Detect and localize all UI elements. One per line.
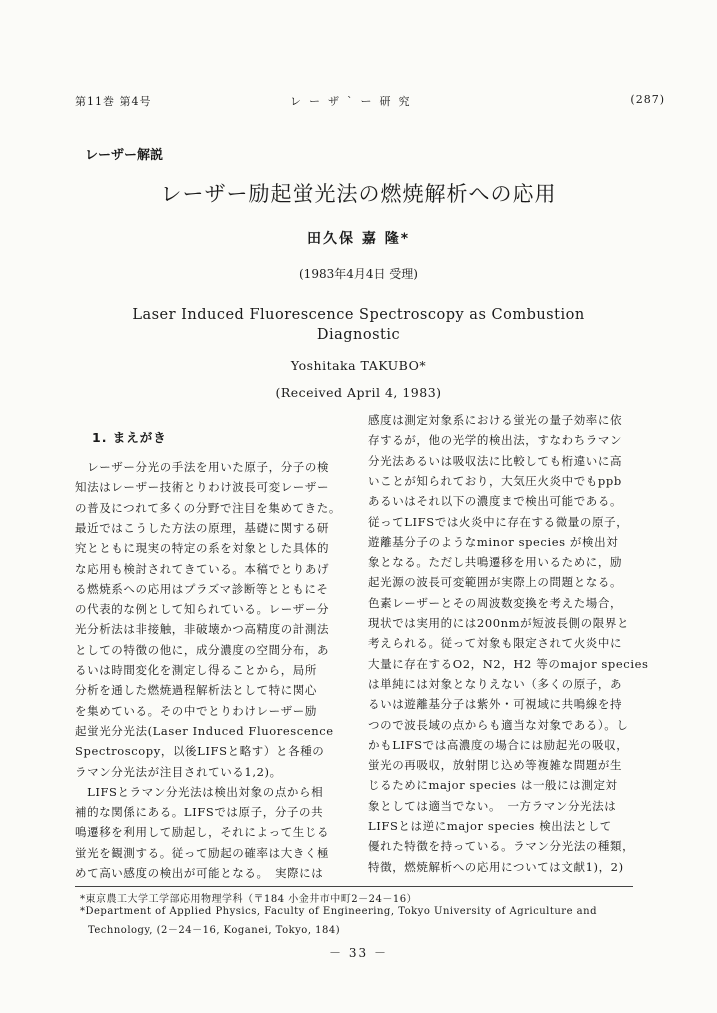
body-line: 大量に存在するO2，N2，H2 等のmajor species bbox=[368, 656, 649, 671]
body-line: いことが知られており，大気圧火炎中でもppb bbox=[368, 473, 622, 488]
body-line: 色素レーザーとその周波数変換を考えた場合， bbox=[368, 595, 623, 610]
body-line: 考えられる。従って対象も限定されて火炎中に bbox=[368, 636, 623, 651]
author-japanese: 田久保 嘉 隆* bbox=[306, 231, 411, 247]
body-line: 象としては適当でない。 一方ラマン分光法は bbox=[368, 798, 617, 813]
body-line: 起蛍光分光法(Laser Induced Fluorescence bbox=[75, 723, 334, 738]
body-line: 知法はレーザー技術とりわけ波長可変レーザー bbox=[75, 480, 330, 495]
body-line: 優れた特徴を持っている。ラマン分光法の種類， bbox=[368, 839, 635, 854]
section-label: レーザー解説 bbox=[85, 148, 164, 163]
body-line: LIFSとは逆にmajor species 検出法として bbox=[368, 819, 612, 833]
body-line: 究とともに現実の特定の系を対象とした具体的 bbox=[75, 541, 330, 556]
journal-name: レーザ`ー研究 bbox=[290, 95, 418, 108]
body-line: 遊離基分子のようなminor species が検出対 bbox=[368, 534, 619, 549]
title-english-line2: Diagnostic bbox=[316, 327, 401, 343]
header-page-number: (287) bbox=[630, 93, 665, 106]
body-line: る燃焼系への応用はプラズマ診断等とともにそ bbox=[75, 581, 329, 596]
body-line: 鳴遷移を利用して励起し，それによって生じる bbox=[75, 825, 330, 840]
body-line: LIFSとラマン分光法は検出対象の点から相 bbox=[75, 784, 324, 799]
title-japanese: レーザー励起蛍光法の燃焼解析への応用 bbox=[160, 182, 557, 206]
body-line: 従ってLIFSでは火炎中に存在する微量の原子， bbox=[368, 514, 629, 529]
body-line: 存するが，他の光学的検出法，すなわちラマン bbox=[368, 433, 623, 448]
body-line: の代表的な例として知られている。レーザー分 bbox=[75, 602, 330, 617]
body-line: 分光法あるいは吸収法に比較しても桁違いに高 bbox=[368, 453, 623, 468]
body-line: るいは時間変化を測定し得ることから，局所 bbox=[75, 663, 317, 677]
body-line: Spectroscopy，以後LIFSと略す）と各種の bbox=[75, 744, 325, 759]
page-number: － 33 － bbox=[329, 946, 388, 960]
body-line: 補的な関係にある。LIFSでは原子，分子の共 bbox=[75, 805, 324, 820]
body-line: かもLIFSでは高濃度の場合には励起光の吸収， bbox=[368, 737, 629, 752]
received-date-japanese: (1983年4月4日 受理) bbox=[299, 267, 418, 281]
body-line: あるいはそれ以下の濃度まで検出可能である。 bbox=[368, 494, 623, 509]
body-line: 特徴，燃焼解析への応用については文献1)，2) bbox=[368, 859, 624, 874]
footnote-affiliation-jp: *東京農工大学工学部応用物理学科（〒184 小金井市中町2－24－16） bbox=[80, 894, 418, 905]
body-line: つので波長域の点からも適当な対象である）。し bbox=[368, 717, 629, 732]
author-english: Yoshitaka TAKUBO* bbox=[290, 358, 427, 373]
body-line: 象となる。ただし共鳴遷移を用いるために，励 bbox=[368, 555, 623, 570]
body-line: ラマン分光法が注目されている1,2)。 bbox=[75, 764, 282, 779]
body-line: 蛍光の再吸収，放射閉じ込め等複雑な問題が生 bbox=[368, 758, 623, 773]
body-line: 感度は測定対象系における蛍光の量子効率に依 bbox=[368, 413, 623, 427]
body-line: 蛍光を観測する。従って励起の確率は大きく極 bbox=[75, 845, 330, 860]
body-line: 最近ではこうした方法の原理，基礎に関する研 bbox=[75, 520, 330, 535]
footnote-affiliation-en: *Department of Applied Physics, Faculty of Engineering, Tokyo University of Agriculture and bbox=[80, 906, 597, 917]
body-line: じるためにmajor species は一般には測定対 bbox=[368, 778, 618, 793]
body-line: めて高い感度の検出が可能となる。 実際には bbox=[75, 866, 324, 880]
body-line: るいは遊離基分子は紫外・可視域に共鳴線を持 bbox=[368, 697, 623, 712]
body-line: 光分析法は非接触，非破壊かつ高精度の計測法 bbox=[75, 622, 330, 637]
body-line: 起光源の波長可変範囲が実際上の問題となる。 bbox=[368, 575, 623, 590]
body-line: レーザー分光の手法を用いた原子，分子の検 bbox=[75, 460, 330, 474]
body-line: は単純には対象となりえない（多くの原子，あ bbox=[368, 676, 623, 691]
body-line: の普及につれて多くの分野で注目を集めてきた。 bbox=[75, 500, 341, 515]
received-date-english: (Received April 4, 1983) bbox=[275, 385, 442, 400]
journal-volume-issue: 第11巻 第4号 bbox=[75, 95, 152, 108]
body-line: を集めている。その中でとりわけレーザー励 bbox=[75, 703, 317, 718]
footnote-affiliation-en-cont: Technology, (2－24－16, Koganei, Tokyo, 184) bbox=[88, 925, 341, 936]
body-line: としての特徴の他に，成分濃度の空間分布，あ bbox=[75, 642, 330, 657]
body-line: な応用も検討されてきている。本稿でとりあげ bbox=[75, 561, 330, 576]
body-line: 現状では実用的には200nmが短波長側の限界と bbox=[368, 616, 630, 630]
title-english-line1: Laser Induced Fluorescence Spectroscopy as Combustion bbox=[132, 307, 585, 323]
body-line: 分析を通した燃焼過程解析法として特に関心 bbox=[75, 683, 317, 698]
section-heading: 1. まえがき bbox=[92, 430, 167, 445]
footnote-divider bbox=[75, 886, 633, 887]
